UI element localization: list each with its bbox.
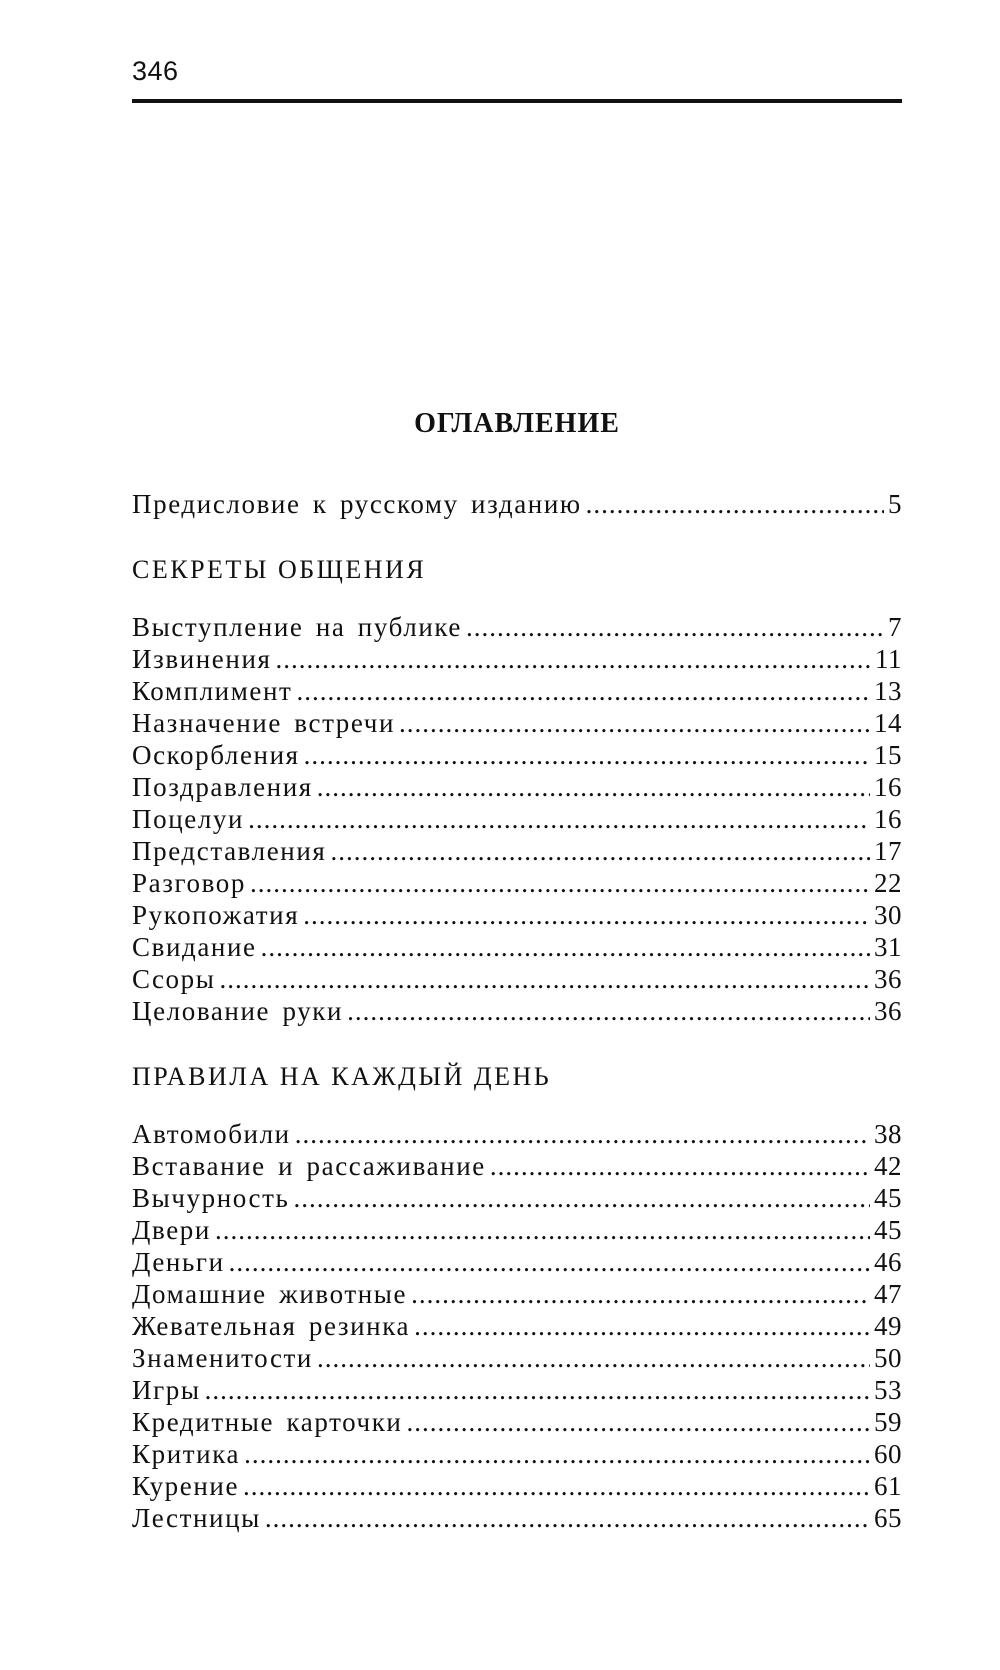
toc-entry bbox=[132, 931, 902, 963]
entry-page: 45 bbox=[874, 1215, 902, 1245]
toc-entry bbox=[132, 1182, 902, 1214]
toc-entry bbox=[132, 1438, 902, 1470]
dot-leader bbox=[265, 1502, 870, 1534]
entry-title: Выступление на публике bbox=[132, 612, 463, 642]
entry-page: 61 bbox=[874, 1471, 902, 1501]
toc-entry bbox=[132, 1278, 902, 1310]
dot-leader bbox=[250, 867, 870, 899]
dot-leader bbox=[347, 995, 870, 1027]
entry-page: 42 bbox=[874, 1151, 902, 1181]
toc-entry bbox=[132, 803, 902, 835]
toc-entry bbox=[132, 1502, 902, 1534]
entry-page: 7 bbox=[888, 612, 902, 642]
dot-leader bbox=[414, 1310, 870, 1342]
toc-entry bbox=[132, 643, 902, 675]
section-heading-communication: СЕКРЕТЫ ОБЩЕНИЯ bbox=[132, 555, 427, 584]
entry-title: Курение bbox=[132, 1471, 240, 1501]
section-entries-everyday-rules bbox=[132, 1118, 902, 1534]
dot-leader bbox=[215, 1214, 870, 1246]
entry-title: Автомобили bbox=[132, 1119, 291, 1149]
entry-page: 30 bbox=[874, 900, 902, 930]
dot-leader bbox=[244, 1438, 870, 1470]
dot-leader bbox=[248, 803, 870, 835]
entry-page: 16 bbox=[874, 804, 902, 834]
entry-title: Целование руки bbox=[132, 996, 344, 1026]
entry-page: 17 bbox=[874, 836, 902, 866]
entry-page: 60 bbox=[874, 1439, 902, 1469]
dot-leader bbox=[303, 899, 870, 931]
entry-page: 47 bbox=[874, 1279, 902, 1309]
toc-entry bbox=[132, 675, 902, 707]
entry-title: Жевательная резинка bbox=[132, 1311, 411, 1341]
dot-leader bbox=[219, 963, 870, 995]
entry-page: 49 bbox=[874, 1311, 902, 1341]
entry-title: Свидание bbox=[132, 932, 257, 962]
entry-page: 65 bbox=[874, 1503, 902, 1533]
entry-page: 45 bbox=[874, 1183, 902, 1213]
dot-leader bbox=[304, 739, 870, 771]
entry-title: Извинения bbox=[132, 644, 272, 674]
dot-leader bbox=[229, 1246, 870, 1278]
table-of-contents bbox=[132, 410, 902, 1568]
header-rule bbox=[132, 99, 902, 103]
toc-entry bbox=[132, 771, 902, 803]
dot-leader bbox=[330, 835, 870, 867]
toc-entry bbox=[132, 1374, 902, 1406]
entry-title: Кредитные карточки bbox=[132, 1407, 403, 1437]
toc-entry bbox=[132, 1310, 902, 1342]
dot-leader bbox=[317, 1342, 870, 1374]
dot-leader bbox=[586, 488, 884, 520]
entry-page: 46 bbox=[874, 1247, 902, 1277]
dot-leader bbox=[293, 1182, 870, 1214]
toc-entry bbox=[132, 835, 902, 867]
toc-entry bbox=[132, 963, 902, 995]
entry-page: 14 bbox=[874, 708, 902, 738]
entry-page: 50 bbox=[874, 1343, 902, 1373]
toc-title: ОГЛАВЛЕНИЕ bbox=[414, 408, 620, 439]
entry-title: Лестницы bbox=[132, 1503, 261, 1533]
dot-leader bbox=[243, 1470, 870, 1502]
section-entries-communication bbox=[132, 611, 902, 1027]
dot-leader bbox=[466, 611, 884, 643]
entry-page: 53 bbox=[874, 1375, 902, 1405]
page-number: 346 bbox=[132, 56, 179, 86]
dot-leader bbox=[406, 1406, 870, 1438]
entry-title: Разговор bbox=[132, 868, 246, 898]
dot-leader bbox=[261, 931, 870, 963]
dot-leader bbox=[276, 643, 871, 675]
toc-entry bbox=[132, 1150, 902, 1182]
toc-entry bbox=[132, 995, 902, 1027]
entry-page: 16 bbox=[874, 772, 902, 802]
entry-title: Представления bbox=[132, 836, 327, 866]
entry-page: 11 bbox=[875, 644, 902, 674]
dot-leader bbox=[490, 1150, 870, 1182]
toc-entry-intro bbox=[132, 488, 902, 520]
entry-page: 15 bbox=[874, 740, 902, 770]
entry-title: Поцелуи bbox=[132, 804, 245, 834]
toc-entry bbox=[132, 1214, 902, 1246]
toc-entry bbox=[132, 1342, 902, 1374]
entry-title: Игры bbox=[132, 1375, 201, 1405]
toc-entry bbox=[132, 707, 902, 739]
dot-leader bbox=[205, 1374, 870, 1406]
entry-page: 38 bbox=[874, 1119, 902, 1149]
entry-title: Деньги bbox=[132, 1247, 225, 1277]
entry-page: 5 bbox=[888, 489, 902, 519]
toc-entry bbox=[132, 1406, 902, 1438]
entry-title: Оскорбления bbox=[132, 740, 300, 770]
entry-title: Предисловие к русскому изданию bbox=[132, 489, 582, 519]
entry-title: Рукопожатия bbox=[132, 900, 300, 930]
entry-title: Назначение встречи bbox=[132, 708, 396, 738]
entry-page: 36 bbox=[874, 996, 902, 1026]
toc-entry bbox=[132, 739, 902, 771]
entry-page: 22 bbox=[874, 868, 902, 898]
entry-title: Ссоры bbox=[132, 964, 216, 994]
dot-leader bbox=[317, 771, 870, 803]
entry-page: 36 bbox=[874, 964, 902, 994]
entry-title: Поздравления bbox=[132, 772, 313, 802]
entry-title: Вставание и рассаживание bbox=[132, 1151, 486, 1181]
toc-entry bbox=[132, 1470, 902, 1502]
toc-entry bbox=[132, 867, 902, 899]
entry-title: Критика bbox=[132, 1439, 241, 1469]
entry-page: 59 bbox=[874, 1407, 902, 1437]
entry-page: 13 bbox=[874, 676, 902, 706]
entry-title: Двери bbox=[132, 1215, 211, 1245]
dot-leader bbox=[295, 1118, 870, 1150]
entry-title: Комплимент bbox=[132, 676, 293, 706]
entry-title: Домашние животные bbox=[132, 1279, 408, 1309]
toc-entry bbox=[132, 611, 902, 643]
toc-entry bbox=[132, 899, 902, 931]
toc-entry bbox=[132, 1118, 902, 1150]
dot-leader bbox=[296, 675, 870, 707]
dot-leader bbox=[411, 1278, 870, 1310]
entry-page: 31 bbox=[874, 932, 902, 962]
entry-title: Вычурность bbox=[132, 1183, 290, 1213]
dot-leader bbox=[399, 707, 870, 739]
entry-title: Знаменитости bbox=[132, 1343, 313, 1373]
section-heading-everyday-rules: ПРАВИЛА НА КАЖДЫЙ ДЕНЬ bbox=[132, 1062, 552, 1091]
toc-entry bbox=[132, 1246, 902, 1278]
